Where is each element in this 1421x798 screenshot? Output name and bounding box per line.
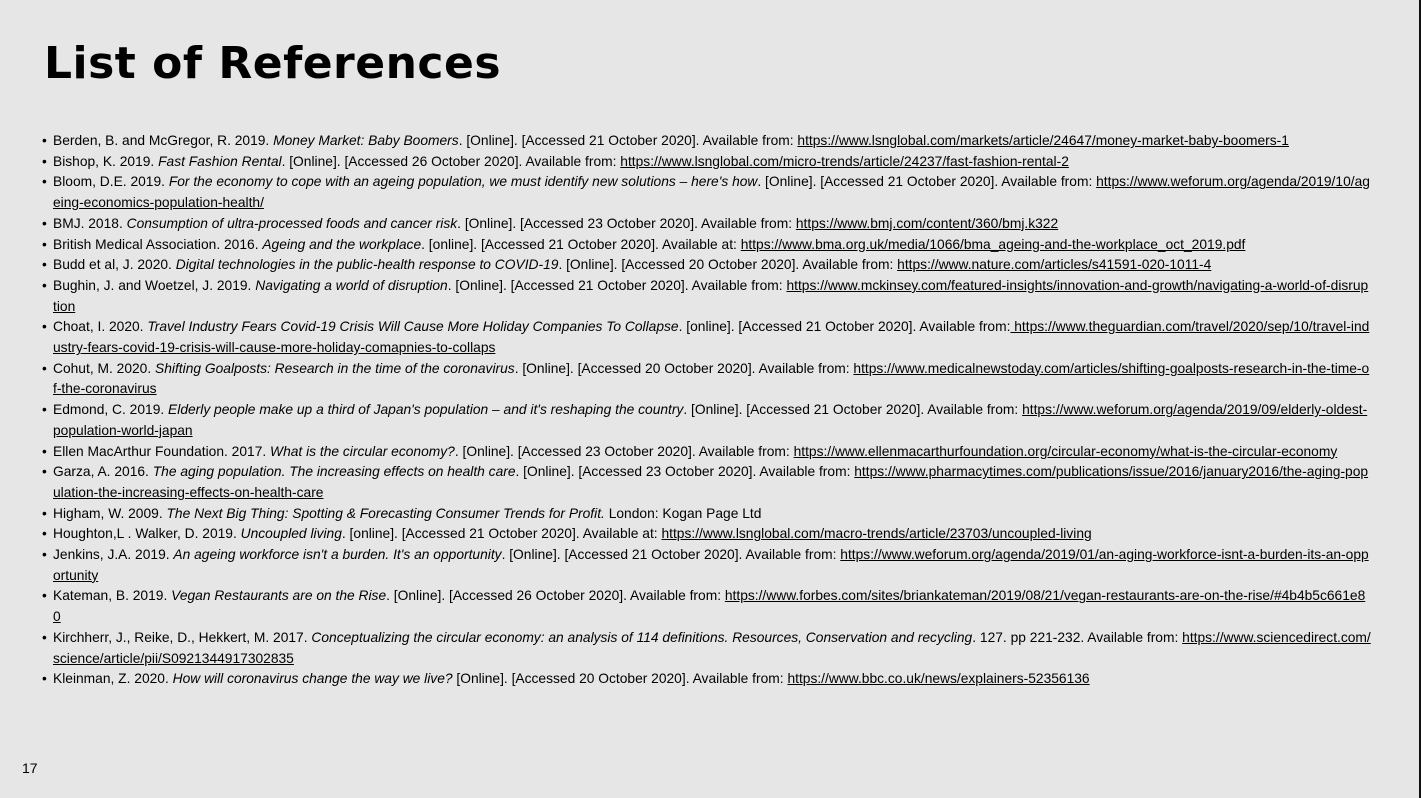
bullet-icon: • [42,671,47,687]
bullet-icon: • [42,257,47,273]
reference-title: Elderly people make up a third of Japan's population – and it's reshaping the country [168,402,684,418]
reference-item [42,276,1372,317]
reference-title: Uncoupled living [240,526,342,542]
reference-title: For the economy to cope with an ageing population, we must identify new solutions – here's how [168,174,758,190]
reference-title: An ageing workforce isn't a burden. It's an opportunity [173,547,502,563]
reference-title: Money Market: Baby Boomers [273,133,459,148]
bullet-icon: • [42,360,47,376]
reference-title: How will coronavirus change the way we live? [172,671,453,687]
reference-title: The aging population. The increasing effects on health care [152,464,516,480]
reference-details: . [Online]. [Accessed 21 October 2020]. Available from: [757,174,1097,190]
reference-link[interactable]: https://www.weforum.org/agenda/2019/09/elderly-oldest-population-world-japan [53,402,1368,438]
reference-details: . 127. pp 221-232. Available from: [972,629,1183,645]
reference-item [42,628,1372,669]
reference-authors: Higham, W. 2009. [53,505,167,521]
reference-details: . [Online]. [Accessed 21 October 2020]. Available from: [501,547,841,563]
bullet-icon: • [42,133,47,148]
reference-item [42,586,1372,627]
reference-link[interactable]: https://www.weforum.org/agenda/2019/01/an-aging-workforce-isnt-a-burden-its-an-opportunity [53,547,1369,583]
reference-item [42,172,1372,213]
reference-details: . [online]. [Accessed 21 October 2020]. Available at: [421,236,741,252]
reference-details: . [online]. [Accessed 21 October 2020]. Available from: [678,319,1011,335]
reference-item [42,669,1372,690]
reference-item [42,235,1372,256]
reference-authors: Budd et al, J. 2020. [53,257,176,273]
reference-title: Digital technologies in the public-health response to COVID-19 [175,257,559,273]
reference-link[interactable]: https://www.weforum.org/agenda/2019/10/ageing-economics-population-health/ [53,174,1370,211]
bullet-icon: • [42,629,47,645]
reference-item [42,524,1372,545]
reference-title: Vegan Restaurants are on the Rise [171,588,387,604]
reference-title: Fast Fashion Rental [158,153,282,169]
reference-authors: Bughin, J. and Woetzel, J. 2019. [53,277,256,293]
reference-item [42,152,1372,173]
reference-details: . [Online]. [Accessed 23 October 2020]. Available from: [515,464,855,480]
reference-item [42,317,1372,358]
bullet-icon: • [42,319,47,335]
reference-link[interactable]: https://www.bbc.co.uk/news/explainers-52356136 [787,671,1090,687]
reference-authors: Ellen MacArthur Foundation. 2017. [53,443,271,459]
reference-item [42,462,1372,503]
reference-authors: Jenkins, J.A. 2019. [53,547,174,563]
reference-authors: Kleinman, Z. 2020. [53,671,173,687]
reference-list [42,131,1372,690]
reference-authors: Berden, B. and McGregor, R. 2019. [53,133,274,148]
reference-title: Shifting Goalposts: Research in the time of the coronavirus [155,360,515,376]
reference-details: . [Online]. [Accessed 21 October 2020]. Available from: [458,133,798,148]
bullet-icon: • [42,526,47,542]
reference-item [42,400,1372,441]
reference-link[interactable]: https://www.forbes.com/sites/briankateman/2019/08/21/vegan-restaurants-are-on-the-rise/#4b4b5c661e80 [53,588,1366,625]
reference-title: What is the circular economy? [270,443,455,459]
reference-authors: British Medical Association. 2016. [53,236,263,252]
reference-link[interactable]: https://www.medicalnewstoday.com/articles/shifting-goalposts-research-in-the-time-of-the-coronavirus [53,360,1370,397]
reference-details: . [online]. [Accessed 21 October 2020]. Available at: [341,526,662,542]
reference-link[interactable]: https://www.lsnglobal.com/markets/article/24647/money-market-baby-boomers-1 [797,133,1289,148]
reference-details: . [Online]. [Accessed 20 October 2020]. Available from: [558,257,898,273]
reference-title: Ageing and the workplace [262,236,422,252]
reference-authors: Edmond, C. 2019. [53,402,169,418]
reference-details: . [Online]. [Accessed 23 October 2020]. Available from: [457,215,796,231]
reference-authors: Kirchherr, J., Reike, D., Hekkert, M. 2017. [53,629,312,645]
reference-title: Conceptualizing the circular economy: an analysis of 114 definitions. Resources, Conservation and recycling [311,629,973,645]
bullet-icon: • [42,236,47,252]
reference-details: . [Online]. [Accessed 21 October 2020]. Available from: [447,277,787,293]
reference-link[interactable]: https://www.lsnglobal.com/macro-trends/article/23703/uncoupled-living [661,526,1092,542]
reference-details: . [Online]. [Accessed 23 October 2020]. Available from: [454,443,794,459]
bullet-icon: • [42,505,47,521]
reference-title: Navigating a world of disruption [255,277,448,293]
bullet-icon: • [42,588,47,604]
reference-title: Consumption of ultra-processed foods and cancer risk [126,215,458,231]
reference-link[interactable]: https://www.ellenmacarthurfoundation.org/circular-economy/what-is-the-circular-economy [793,443,1338,459]
bullet-icon: • [42,277,47,293]
bullet-icon: • [42,402,47,418]
reference-item [42,442,1372,463]
reference-link[interactable]: https://www.bmj.com/content/360/bmj.k322 [795,215,1059,231]
reference-link[interactable]: https://www.mckinsey.com/featured-insights/innovation-and-growth/navigating-a-world-of-disruption [53,277,1369,314]
bullet-icon: • [42,215,47,231]
reference-authors: Cohut, M. 2020. [53,360,156,376]
reference-details: . [Online]. [Accessed 26 October 2020]. Available from: [386,588,725,604]
page-number: 17 [22,760,38,776]
reference-authors: Garza, A. 2016. [53,464,153,480]
reference-authors: Houghton,L . Walker, D. 2019. [53,526,241,542]
reference-authors: Bishop, K. 2019. [53,153,159,169]
reference-authors: Bloom, D.E. 2019. [53,174,169,190]
bullet-icon: • [42,547,47,563]
reference-authors: Choat, I. 2020. [53,319,148,335]
reference-link[interactable]: https://www.bma.org.uk/media/1066/bma_ageing-and-the-workplace_oct_2019.pdf [740,236,1246,252]
bullet-icon: • [42,174,47,190]
reference-details: . [Online]. [Accessed 21 October 2020]. Available from: [683,402,1023,418]
reference-item [42,359,1372,400]
reference-details: London: Kogan Page Ltd [604,505,762,521]
bullet-icon: • [42,464,47,480]
reference-title: The Next Big Thing: Spotting & Forecasting Consumer Trends for Profit. [166,505,605,521]
reference-link[interactable]: https://www.theguardian.com/travel/2020/sep/10/travel-industry-fears-covid-19-crisis-will-cause-more-holiday-comapnies-to-collaps [53,319,1370,356]
reference-authors: Kateman, B. 2019. [53,588,172,604]
reference-item [42,545,1372,586]
reference-link[interactable]: https://www.pharmacytimes.com/publications/issue/2016/january2016/the-aging-population-the-increasing-effects-on-health-care [53,464,1369,500]
reference-details: . [Online]. [Accessed 20 October 2020]. Available from: [514,360,854,376]
reference-link[interactable]: https://www.nature.com/articles/s41591-020-1011-4 [897,257,1212,273]
reference-link[interactable]: https://www.sciencedirect.com/science/article/pii/S0921344917302835 [53,629,1371,666]
bullet-icon: • [42,153,47,169]
reference-authors: BMJ. 2018. [53,215,127,231]
reference-title: Travel Industry Fears Covid-19 Crisis Will Cause More Holiday Companies To Collapse [147,319,679,335]
reference-details: . [Online]. [Accessed 26 October 2020]. Available from: [281,153,621,169]
page-title: List of References [44,38,502,89]
reference-link[interactable]: https://www.lsnglobal.com/micro-trends/article/24237/fast-fashion-rental-2 [620,153,1069,169]
reference-item [42,504,1372,525]
reference-item [42,131,1372,152]
reference-details: [Online]. [Accessed 20 October 2020]. Available from: [452,671,788,687]
reference-item [42,255,1372,276]
reference-item [42,214,1372,235]
bullet-icon: • [42,443,47,459]
